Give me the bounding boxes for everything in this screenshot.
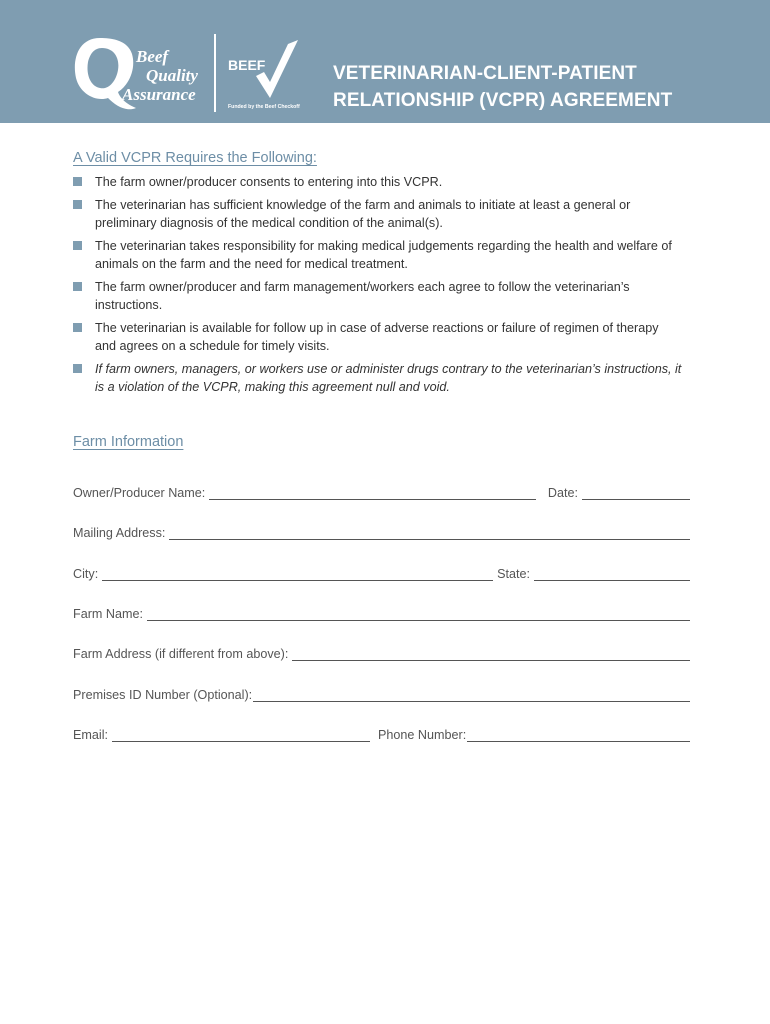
document-title bbox=[333, 60, 753, 114]
premises-id-label: Premises ID Number (Optional): bbox=[73, 688, 253, 702]
list-item: The veterinarian is available for follow up in case of adverse reactions or failure of regimen of therapy and agrees on a schedule for timely visits. bbox=[73, 319, 683, 355]
farm-info-heading: Farm Information bbox=[73, 434, 184, 450]
premises-id-field[interactable] bbox=[253, 688, 690, 702]
city-field[interactable] bbox=[102, 567, 493, 581]
email-field[interactable] bbox=[112, 728, 370, 742]
phone-number-label: Phone Number: bbox=[378, 728, 467, 742]
list-item: If farm owners, managers, or workers use or administer drugs contrary to the veterinarian’s instructions, it is a violation of the VCPR, making this agreement null and void. bbox=[73, 360, 683, 396]
farm-address-row bbox=[73, 641, 690, 661]
title-line-1: VETERINARIAN-CLIENT-PATIENT bbox=[333, 63, 637, 84]
list-item: The farm owner/producer consents to entering into this VCPR. bbox=[73, 173, 683, 191]
beef-checkoff-logo bbox=[226, 36, 304, 112]
email-phone-row bbox=[73, 722, 690, 742]
state-field[interactable] bbox=[534, 567, 690, 581]
beef-quality-assurance-logo bbox=[70, 30, 210, 110]
requirements-heading: A Valid VCPR Requires the Following: bbox=[73, 150, 317, 166]
farm-name-field[interactable] bbox=[147, 607, 690, 621]
list-item: The veterinarian takes responsibility for making medical judgements regarding the health and welfare of animals on the farm and the need for medical treatment. bbox=[73, 237, 683, 273]
city-state-row bbox=[73, 561, 690, 581]
date-label: Date: bbox=[547, 486, 578, 500]
svg-text:Assurance: Assurance bbox=[122, 85, 196, 104]
svg-text:Funded by the Beef Checkoff: Funded by the Beef Checkoff bbox=[228, 104, 300, 110]
square-bullet-icon bbox=[73, 200, 82, 209]
mailing-address-field[interactable] bbox=[169, 526, 690, 540]
list-item: The farm owner/producer and farm management/workers each agree to follow the veterinarian’s instructions. bbox=[73, 278, 683, 314]
mailing-address-label: Mailing Address: bbox=[73, 526, 166, 540]
header-banner bbox=[0, 0, 770, 123]
svg-text:Quality: Quality bbox=[146, 66, 198, 85]
farm-address-label: Farm Address (if different from above): bbox=[73, 647, 289, 661]
square-bullet-icon bbox=[73, 282, 82, 291]
list-item: The veterinarian has sufficient knowledge of the farm and animals to initiate at least a general or preliminary diagnosis of the medical condition of the animal(s). bbox=[73, 196, 683, 232]
square-bullet-icon bbox=[73, 364, 82, 373]
svg-text:BEEF: BEEF bbox=[228, 57, 266, 73]
mailing-row bbox=[73, 520, 690, 540]
city-label: City: bbox=[73, 567, 99, 581]
premises-row bbox=[73, 682, 690, 702]
owner-name-field[interactable] bbox=[209, 486, 536, 500]
owner-date-row bbox=[73, 480, 690, 500]
title-line-2: RELATIONSHIP (VCPR) AGREEMENT bbox=[333, 90, 673, 111]
email-label: Email: bbox=[73, 728, 108, 742]
farm-address-field[interactable] bbox=[292, 647, 690, 661]
owner-name-label: Owner/Producer Name: bbox=[73, 486, 206, 500]
svg-text:Beef: Beef bbox=[136, 47, 169, 66]
requirements-list bbox=[73, 173, 683, 401]
square-bullet-icon bbox=[73, 177, 82, 186]
farm-name-label: Farm Name: bbox=[73, 607, 143, 621]
date-field[interactable] bbox=[582, 486, 690, 500]
square-bullet-icon bbox=[73, 241, 82, 250]
logo-divider bbox=[214, 34, 216, 112]
square-bullet-icon bbox=[73, 323, 82, 332]
farm-name-row bbox=[73, 601, 690, 621]
phone-number-field[interactable] bbox=[467, 728, 690, 742]
state-label: State: bbox=[497, 567, 530, 581]
